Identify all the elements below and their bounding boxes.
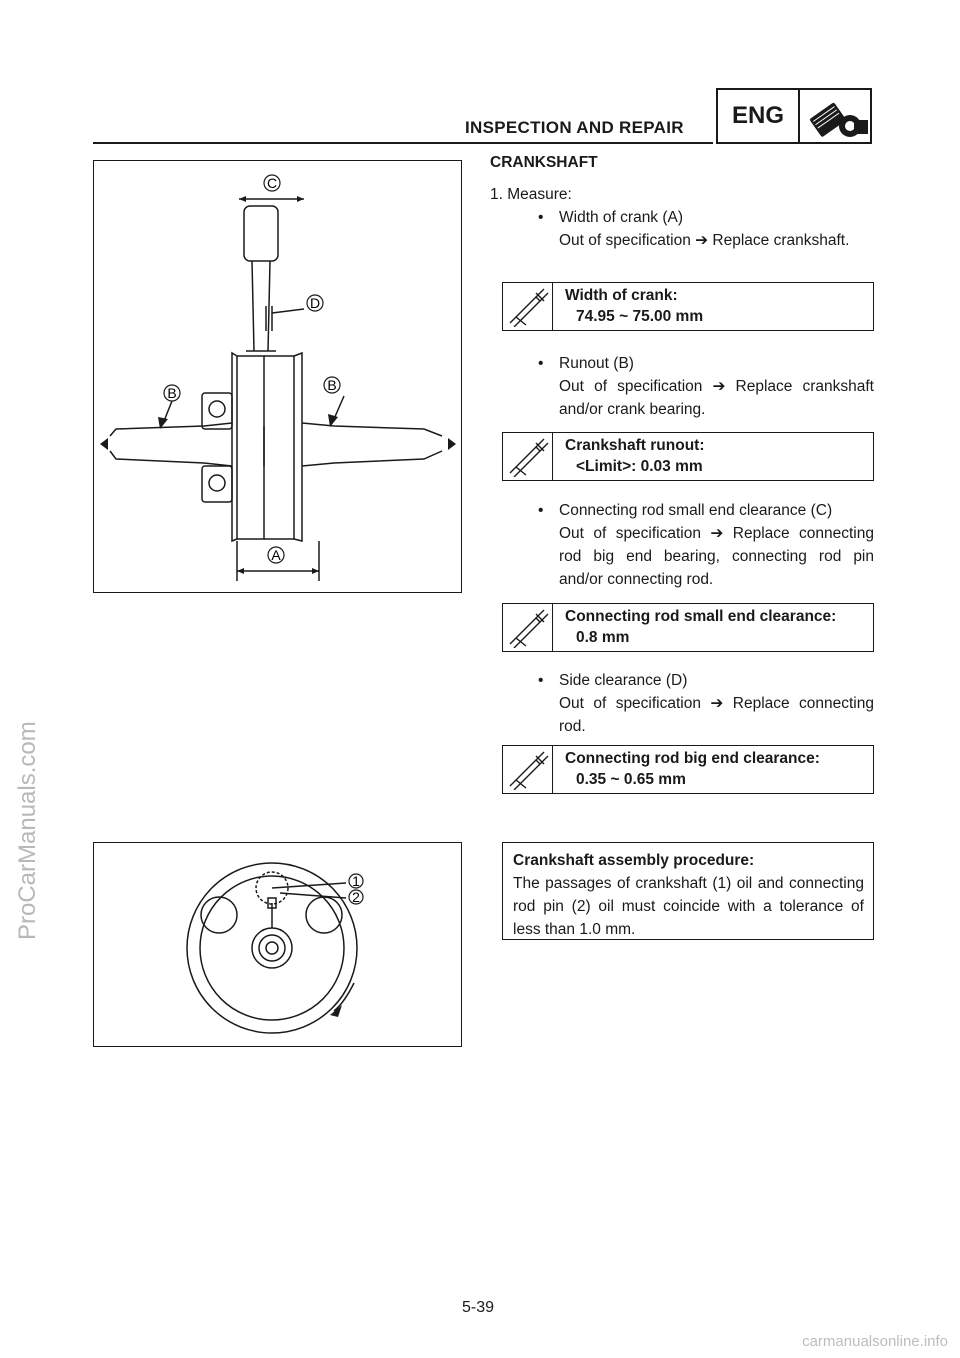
spec-value: 74.95 ~ 75.00 mm xyxy=(576,308,704,325)
watermark-bottom: carmanualsonline.info xyxy=(802,1333,948,1350)
item-label: Width of crank (A) xyxy=(559,209,684,226)
spec-label: Width of crank: xyxy=(565,287,678,304)
crankshaft-measurement-figure xyxy=(93,160,462,593)
label-1-marker xyxy=(349,873,363,889)
label-c-marker xyxy=(264,175,280,191)
item-action: Out of specification ➔ Replace connecting rod big end bearing, connecting rod pin and/or connecting rod. xyxy=(559,525,874,588)
watermark-side: ProCarManuals.com xyxy=(14,721,41,940)
caliper-icon xyxy=(503,433,553,480)
step-measure: 1. Measure: xyxy=(490,186,572,203)
svg-text:2: 2 xyxy=(352,889,360,905)
bullet: • xyxy=(538,502,544,519)
label-b-left-marker xyxy=(164,385,180,401)
caliper-icon xyxy=(503,604,553,651)
label-2-marker xyxy=(349,889,363,905)
bullet: • xyxy=(538,355,544,372)
engine-badge xyxy=(716,88,872,144)
item-action: Out of specification ➔ Replace crankshaft and/or crank bearing. xyxy=(559,378,874,418)
section-title: CRANKSHAFT xyxy=(490,154,598,171)
spec-value: 0.8 mm xyxy=(576,629,630,646)
spec-label: Connecting rod big end clearance: xyxy=(565,750,820,767)
bullet: • xyxy=(538,672,544,689)
svg-text:C: C xyxy=(266,175,278,191)
spec-box xyxy=(502,282,874,331)
caliper-icon xyxy=(503,746,553,793)
label-b-right-marker xyxy=(324,377,340,393)
spec-value: <Limit>: 0.03 mm xyxy=(576,458,703,475)
assembly-body: The passages of crankshaft (1) oil and connecting rod pin (2) oil must coincide with a tolerance of less than 1.0 mm. xyxy=(513,875,864,938)
bullet: • xyxy=(538,209,544,226)
engine-piston-icon xyxy=(800,90,870,142)
spec-label: Crankshaft runout: xyxy=(565,437,705,454)
header-rule xyxy=(93,142,713,144)
item-action: Out of specification ➔ Replace connecting rod. xyxy=(559,695,874,735)
badge-label: ENG xyxy=(718,90,800,142)
svg-text:B: B xyxy=(167,385,177,401)
assembly-heading: Crankshaft assembly procedure: xyxy=(513,852,755,869)
caliper-icon xyxy=(503,283,553,330)
page-number: 5-39 xyxy=(462,1299,495,1316)
label-a-marker xyxy=(268,547,284,563)
item-label: Side clearance (D) xyxy=(559,672,688,689)
assembly-procedure-note xyxy=(502,842,874,940)
item-label: Connecting rod small end clearance (C) xyxy=(559,502,833,519)
spec-value: 0.35 ~ 0.65 mm xyxy=(576,771,686,788)
svg-text:A: A xyxy=(271,547,281,563)
spec-label: Connecting rod small end clearance: xyxy=(565,608,837,625)
svg-text:1: 1 xyxy=(352,873,360,889)
spec-box xyxy=(502,432,874,481)
item-label: Runout (B) xyxy=(559,355,634,372)
svg-text:D: D xyxy=(309,295,321,311)
spec-box xyxy=(502,603,874,652)
spec-box xyxy=(502,745,874,794)
section-header-title: INSPECTION AND REPAIR xyxy=(465,118,684,137)
crank-oil-passage-figure xyxy=(93,842,462,1047)
svg-text:B: B xyxy=(327,377,337,393)
label-d-marker xyxy=(307,295,323,311)
item-action: Out of specification ➔ Replace crankshaft. xyxy=(559,232,850,249)
